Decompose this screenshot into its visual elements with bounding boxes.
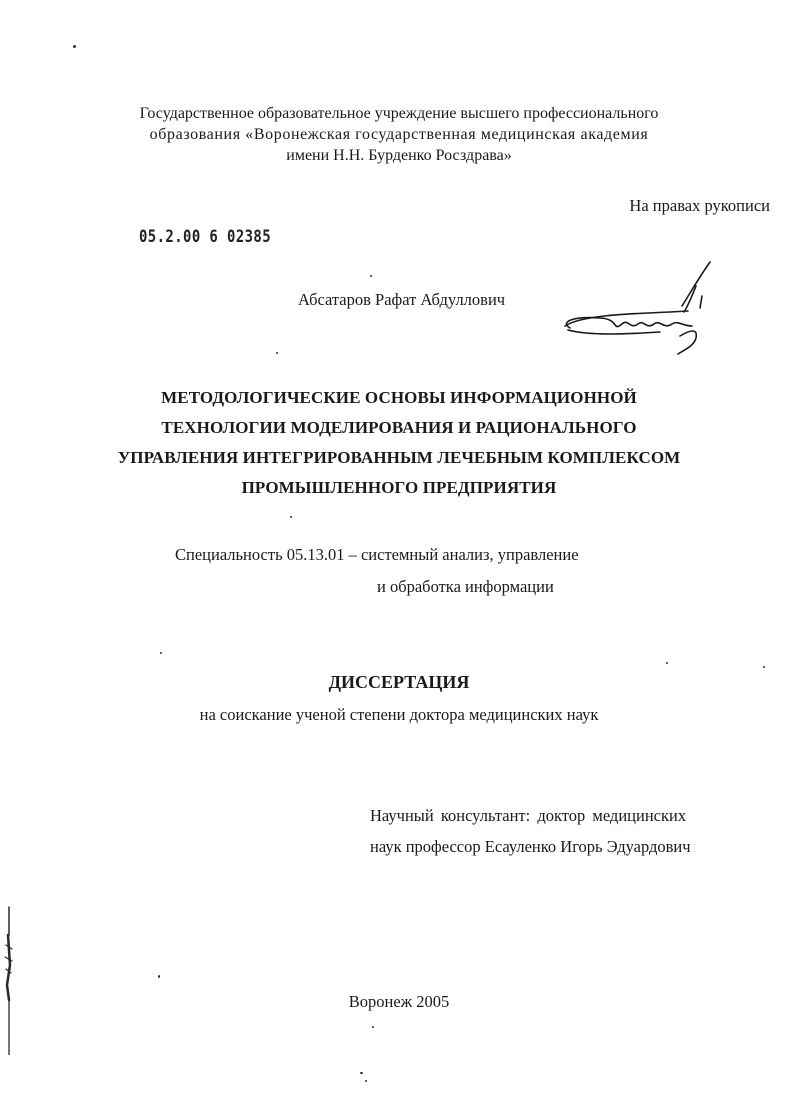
- consultant-line-2: наук профессор Есауленко Игорь Эдуардович: [370, 837, 691, 856]
- scan-speck: [73, 45, 76, 48]
- rights-note: На правах рукописи: [629, 196, 770, 215]
- scan-speck: [365, 1080, 367, 1082]
- institution-header: [60, 103, 738, 166]
- author-name: Абсатаров Рафат Абдуллович: [298, 290, 506, 309]
- scan-speck: [160, 652, 162, 654]
- scan-speck: [370, 275, 372, 277]
- scientific-consultant: [370, 800, 691, 862]
- title-line-1: МЕТОДОЛОГИЧЕСКИЕ ОСНОВЫ ИНФОРМАЦИОННОЙ: [161, 388, 637, 407]
- scan-speck: [666, 662, 668, 664]
- city-year: Воронеж 2005: [348, 992, 450, 1011]
- author-signature: [560, 256, 720, 366]
- degree-statement: на соискание ученой степени доктора медицинских наук: [199, 705, 599, 724]
- scan-speck: [276, 352, 278, 354]
- document-code-stamp: 05.2.00 6 02385: [139, 227, 272, 247]
- institution-line-2: образования «Воронежская государственная медицинская академия: [149, 126, 649, 143]
- dissertation-title: [60, 383, 738, 503]
- specialty-line-2: и обработка информации: [377, 577, 554, 596]
- consultant-line-1: Научный консультант: доктор медицинских: [370, 806, 687, 825]
- institution-line-1: Государственное образовательное учреждение высшего профессионального: [139, 105, 659, 122]
- scan-speck: [158, 975, 160, 978]
- document-type-heading: ДИССЕРТАЦИЯ: [328, 672, 470, 692]
- scan-speck: [360, 1072, 363, 1074]
- scan-speck: [763, 666, 765, 668]
- scan-speck: [290, 516, 292, 518]
- specialty-line-1: Специальность 05.13.01 – системный анализ, управление: [175, 545, 579, 564]
- title-line-3: УПРАВЛЕНИЯ ИНТЕГРИРОВАННЫМ ЛЕЧЕБНЫМ КОМПЛЕКСОМ: [117, 448, 681, 467]
- scan-speck: [372, 1026, 374, 1028]
- scan-margin-artifact: [0, 905, 16, 1055]
- title-line-4: ПРОМЫШЛЕННОГО ПРЕДПРИЯТИЯ: [241, 478, 557, 497]
- institution-line-3: имени Н.Н. Бурденко Росздрава»: [286, 147, 512, 164]
- title-line-2: ТЕХНОЛОГИИ МОДЕЛИРОВАНИЯ И РАЦИОНАЛЬНОГО: [161, 418, 637, 437]
